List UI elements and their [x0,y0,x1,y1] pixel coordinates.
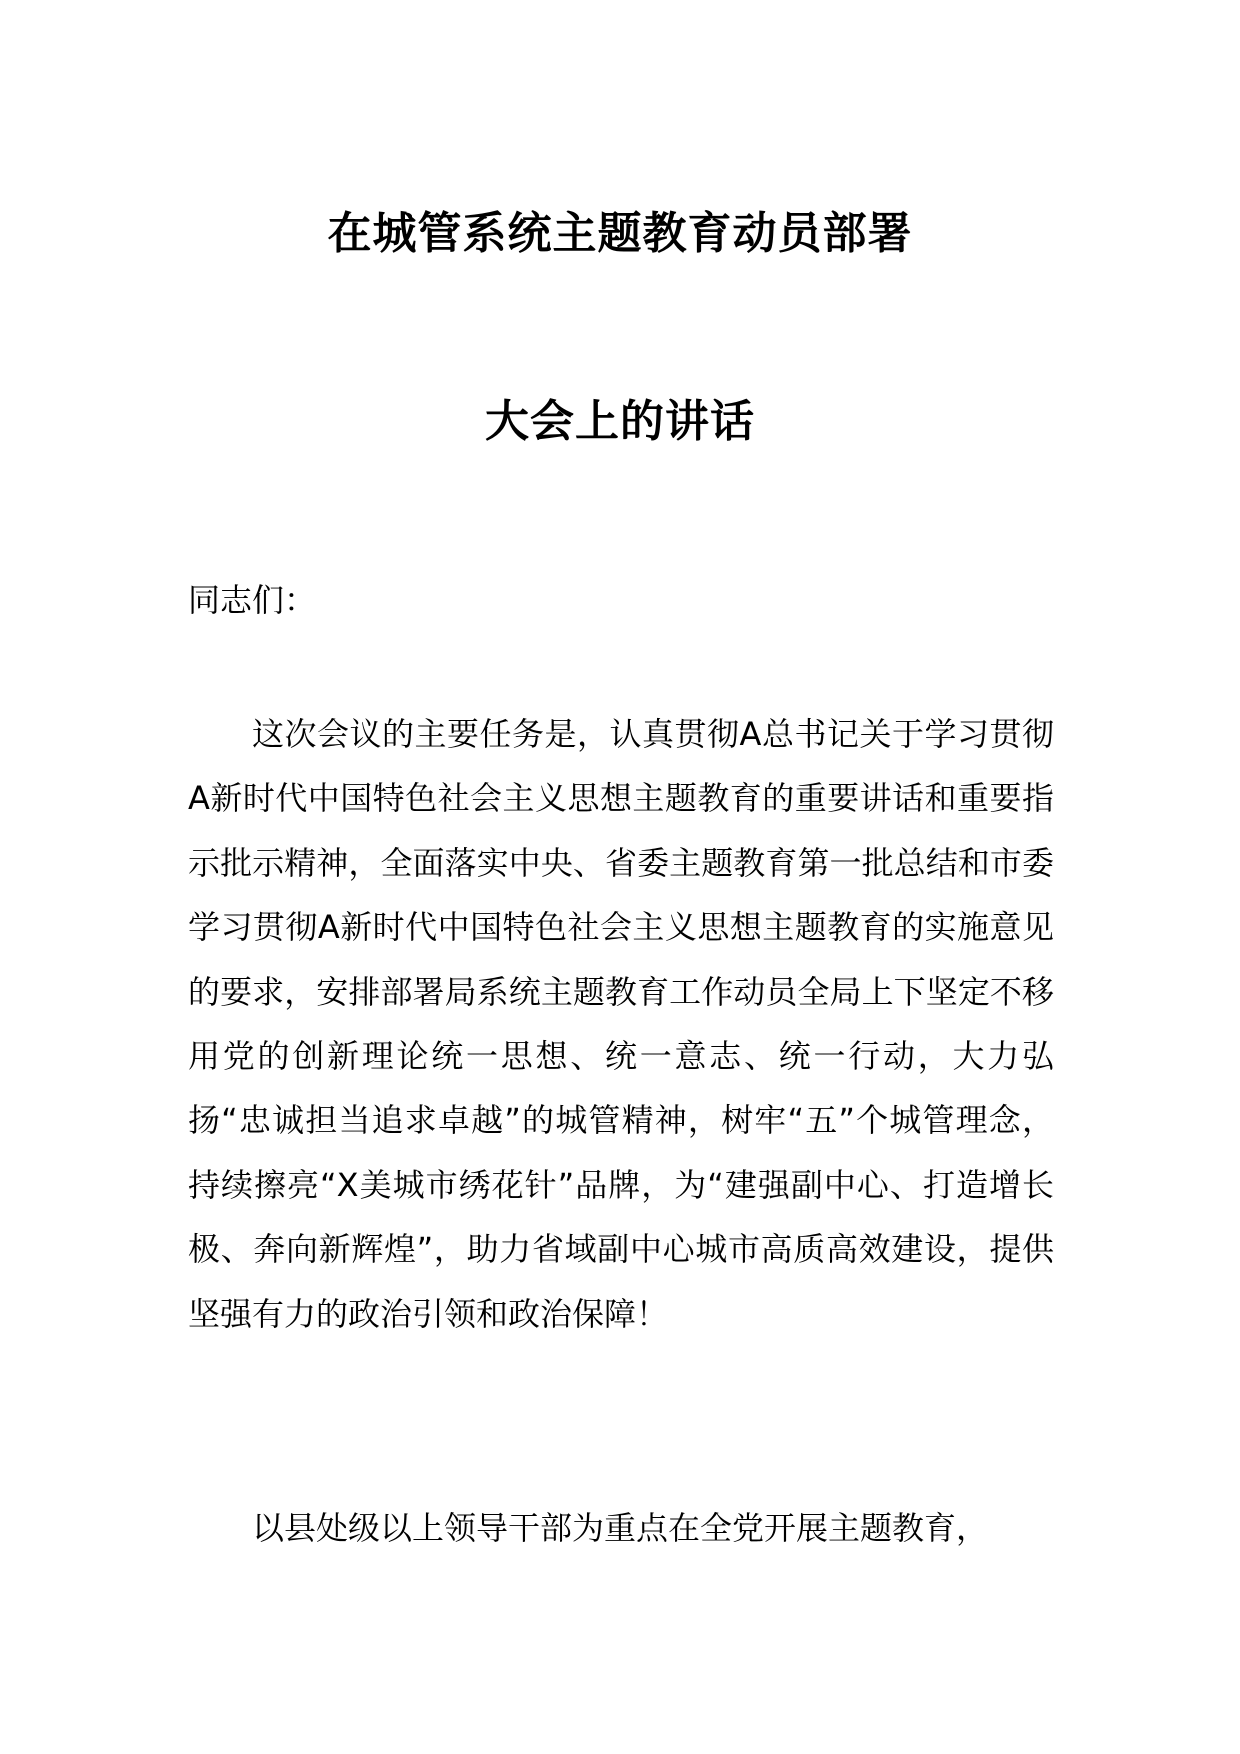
document-title-line-2: 大会上的讲话 [485,396,755,447]
body-paragraph-2: 以县处级以上领导干部为重点在全党开展主题教育， [252,1509,989,1547]
document-title-line-1: 在城管系统主题教育动员部署 [327,208,913,259]
salutation: 同志们： [188,581,317,619]
body-paragraph-1: 这次会议的主要任务是，认真贯彻A总书记关于学习贯彻A新时代中国特色社会主义思想主题教育的重要讲话和重要指示批示精神，全面落实中央、省委主题教育第一批总结和市委学习贯彻A新时代中国特色社会主义思想主题教育的实施意见的要求，安排部署局系统主题教育工作动员全局上下坚定不移用党的创新理论统一思想、统一意志、统一行动，大力弘扬“忠诚担当追求卓越”的城管精神，树牢“五”个城管理念，持续擦亮“X美城市绣花针”品牌，为“建强副中心、打造增长极、奔向新辉煌”，助力省域副中心城市高质高效建设，提供坚强有力的政治引领和政治保障！ [188,715,1054,1333]
